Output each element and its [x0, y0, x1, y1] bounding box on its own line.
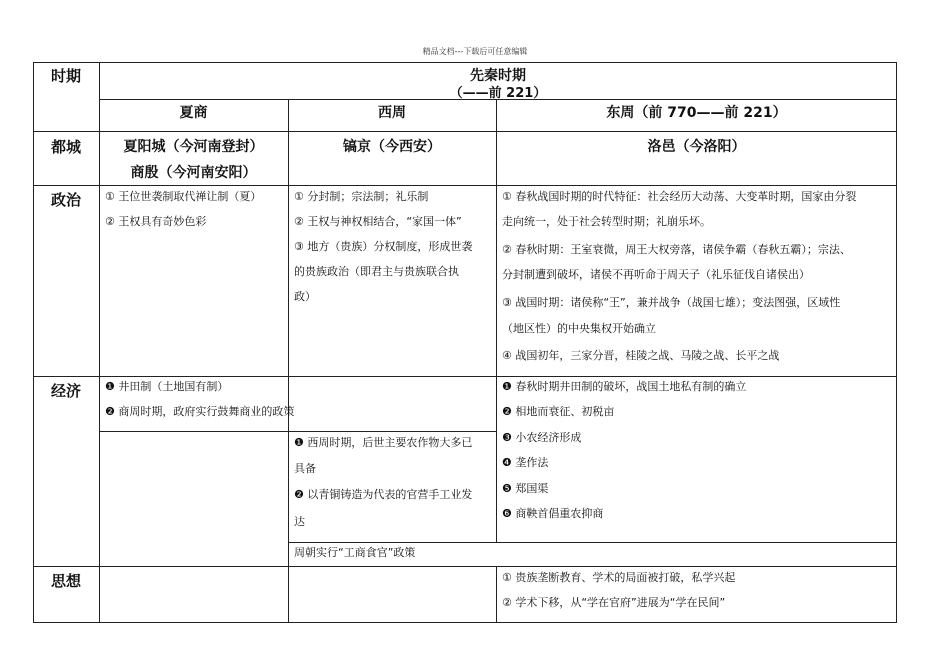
politics-xizhou-line: ① 分封制；宗法制；礼乐制 — [294, 190, 429, 203]
col-xizhou: 西周 — [378, 105, 406, 121]
politics-xizhou-line: 政） — [294, 290, 316, 303]
politics-dongzhou-line: ① 春秋战国时期的时代特征：社会经历大动荡、大变革时期，国家由分裂 — [502, 190, 857, 203]
col-xiashang: 夏商 — [179, 105, 208, 121]
thought-dongzhou-cell — [496, 566, 897, 622]
economy-label: 经济 — [50, 382, 81, 400]
politics-xiashang-line: ② 王权具有奇妙色彩 — [105, 215, 207, 228]
politics-dongzhou-line: （地区性）的中央集权开始确立 — [502, 322, 656, 335]
thought-dongzhou-line: ① 贵族垄断教育、学术的局面被打破，私学兴起 — [502, 571, 736, 584]
politics-xizhou-line: ② 王权与神权相结合，“家国一体” — [294, 215, 462, 228]
politics-dongzhou-line: ② 春秋时期：王室衰微，周王大权旁落，诸侯争霸（春秋五霸）；宗法、 — [502, 243, 851, 256]
politics-xiashang-line: ① 王位世袭制取代禅让制（夏） — [105, 190, 262, 203]
politics-dongzhou-cell — [496, 185, 897, 376]
politics-xizhou-cell — [288, 185, 496, 376]
capital-xiashang-2: 商殷（今河南安阳） — [130, 165, 257, 181]
era-title: 先秦时期 — [470, 68, 526, 84]
economy-dongzhou-cell — [496, 376, 897, 542]
capital-xiashang-1: 夏阳城（今河南登封） — [123, 139, 264, 155]
economy-shared-line: ❷ 商周时期，政府实行鼓舞商业的政策 — [105, 405, 295, 418]
economy-xizhou-line: ❷ 以青铜铸造为代表的官营手工业发 — [294, 488, 473, 501]
capital-dongzhou: 洛邑（今洛阳） — [647, 139, 746, 155]
politics-label: 政治 — [50, 191, 81, 209]
economy-shared-cell — [99, 376, 496, 431]
politics-xizhou-line: ③ 地方（贵族）分权制度，形成世袭 — [294, 240, 473, 253]
economy-xizhou-cell — [288, 431, 496, 542]
economy-xizhou-line: ❶ 西周时期，后世主要农作物大多已 — [294, 436, 473, 449]
politics-dongzhou-line: ④ 战国初年，三家分晋，桂陵之战、马陵之战、长平之战 — [502, 349, 780, 362]
politics-dongzhou-line: ③ 战国时期：诸侯称“王”，兼并战争（战国七雄）；变法图强，区域性 — [502, 296, 841, 309]
economy-dongzhou-line: ❶ 春秋时期井田制的破坏，战国土地私有制的确立 — [502, 380, 747, 393]
politics-dongzhou-line: 走向统一，处于社会转型时期；礼崩乐坏。 — [502, 215, 711, 228]
history-table — [33, 62, 897, 622]
politics-xizhou-line: 的贵族政治（即君主与贵族联合执 — [294, 265, 459, 278]
rule-cols — [33, 131, 897, 132]
economy-zhou-policy-cell — [288, 542, 897, 566]
rule-bottom — [33, 622, 897, 623]
rule-top — [33, 62, 897, 63]
capital-xizhou: 镐京（今西安） — [343, 139, 441, 155]
capital-label: 都城 — [50, 138, 81, 156]
economy-dongzhou-line: ❸ 小农经济形成 — [502, 431, 582, 444]
economy-shared-line: ❶ 井田制（土地国有制） — [105, 380, 229, 393]
header-note: 精品文档---下载后可任意编辑 — [422, 47, 528, 56]
thought-dongzhou-line: ② 学术下移，从“学在官府”进展为“学在民间” — [502, 596, 726, 609]
politics-dongzhou-line: 分封制遭到破坏，诸侯不再听命于周天子（礼乐征伐自诸侯出） — [502, 268, 810, 281]
economy-dongzhou-line: ❺ 郑国渠 — [502, 482, 549, 495]
era-range: （——前 221） — [449, 86, 547, 101]
economy-zhou-policy: 周朝实行“工商食官”政策 — [294, 546, 416, 559]
economy-dongzhou-line: ❷ 相地而衰征、初税亩 — [502, 405, 615, 418]
col-dongzhou: 东周（前 770——前 221） — [606, 105, 787, 121]
economy-xizhou-line: 具备 — [294, 462, 316, 475]
economy-dongzhou-line: ❻ 商鞅首倡重农抑商 — [502, 507, 604, 520]
politics-xiashang-cell — [99, 185, 288, 376]
economy-dongzhou-line: ❹ 垄作法 — [502, 456, 549, 469]
thought-label: 思想 — [50, 572, 81, 590]
period-label: 时期 — [50, 67, 81, 85]
economy-xizhou-line: 达 — [294, 515, 305, 528]
